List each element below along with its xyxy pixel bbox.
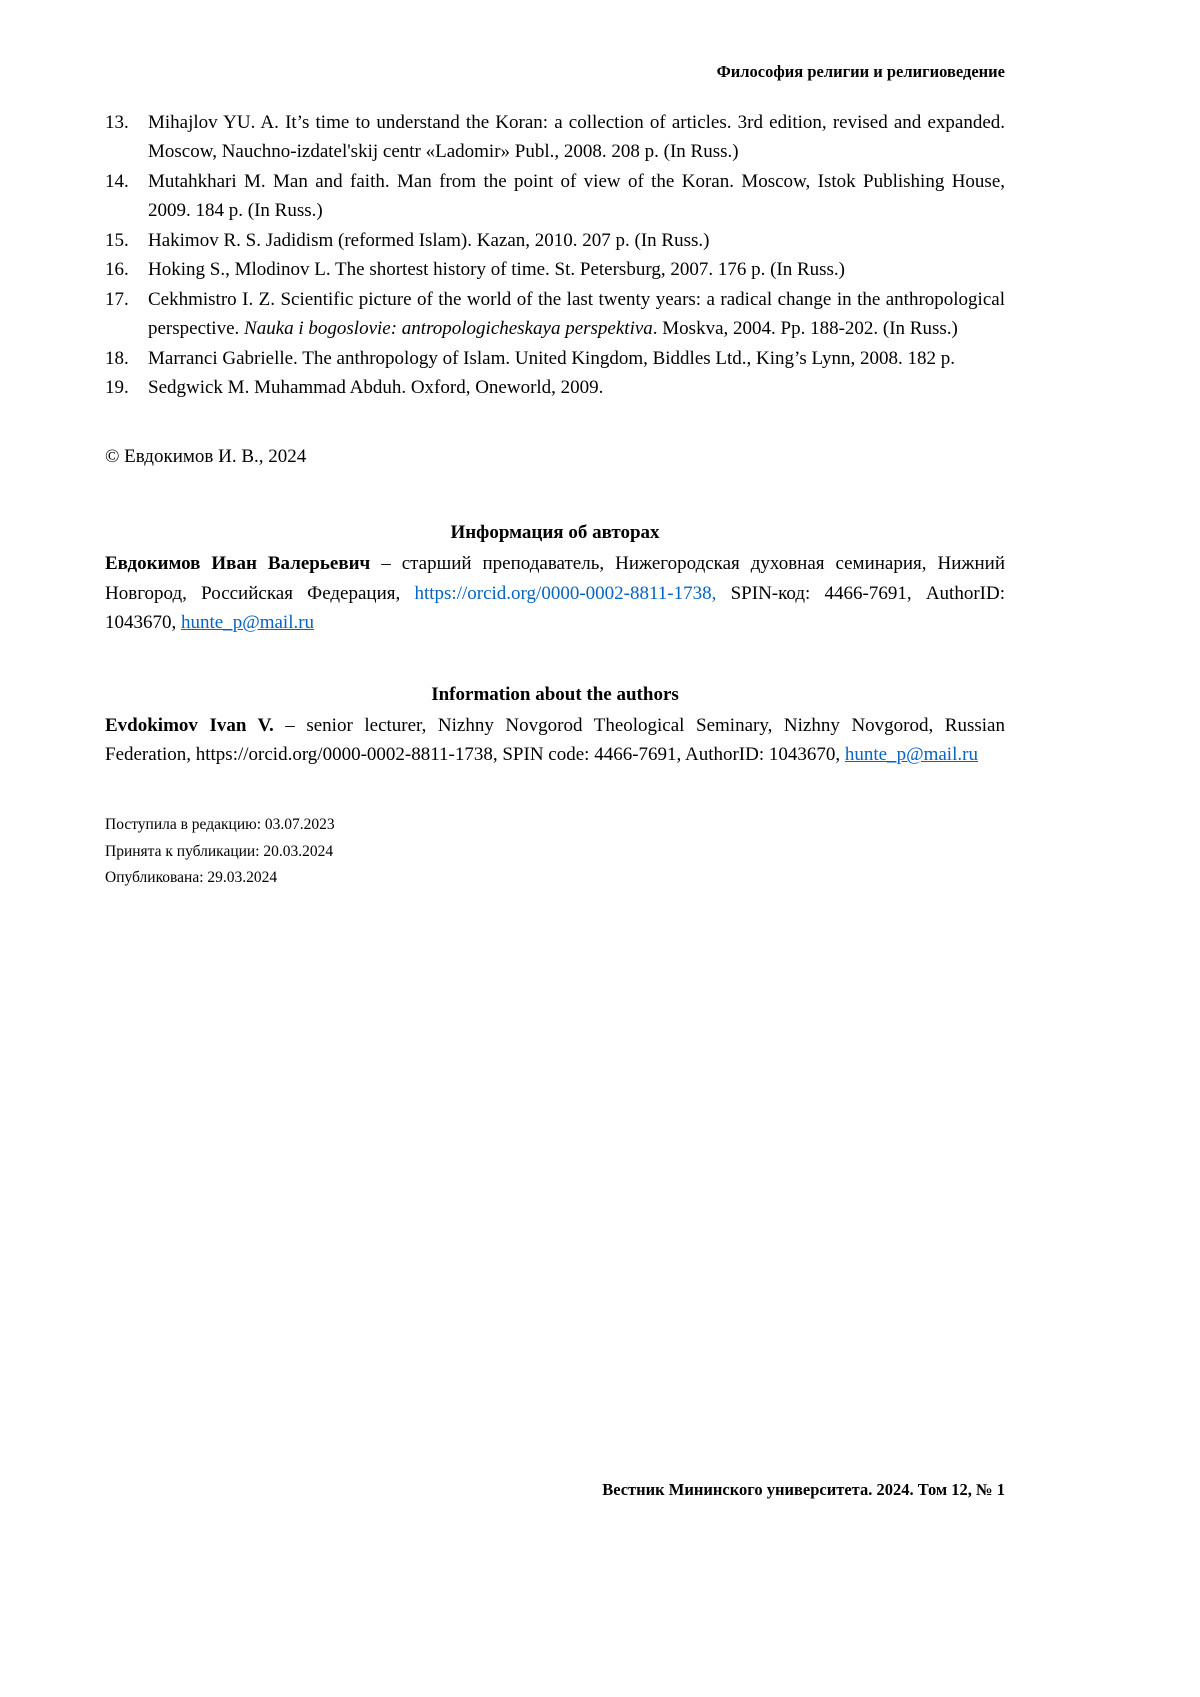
reference-item: [105, 344, 1005, 373]
reference-number: 19.: [105, 376, 129, 398]
author-name-en: Evdokimov Ivan V.: [105, 715, 274, 736]
reference-item: [105, 255, 1005, 284]
author-name-ru: Евдокимов Иван Валерьевич: [105, 553, 371, 575]
reference-number: 17.: [105, 288, 129, 310]
reference-text: Cekhmistro I. Z. Scientific picture of the world of the last twenty years: a radical change in the anthropological perspective.: [148, 288, 1005, 340]
reference-item: [105, 373, 1005, 402]
reference-number: 18.: [105, 347, 129, 369]
author-ru-text: SPIN-код: 4466-7691, AuthorID: 1043670,: [105, 582, 1005, 634]
authors-ru-paragraph: [105, 549, 1005, 637]
reference-item: [105, 108, 1005, 167]
reference-text: Mutahkhari M. Man and faith. Man from the point of view of the Koran. Moscow, Istok Publishing House, 2009. 184 p. (In Russ.): [148, 170, 1005, 222]
author-ru-text: – старший преподаватель, Нижегородская духовная семинария, Нижний Новгород, Российская Федерация,: [105, 553, 1005, 604]
reference-text: . Moskva, 2004. Pp. 188-202. (In Russ.): [652, 318, 958, 340]
authors-ru-heading: Информация об авторах: [450, 521, 660, 543]
orcid-link[interactable]: https://orcid.org/0000-0002-8811-1738,: [414, 582, 717, 604]
email-link[interactable]: hunte_p@mail.ru: [844, 744, 978, 766]
reference-italic-title: Nauka i bogoslovie: antropologicheskaya perspektiva: [244, 318, 653, 340]
reference-item: [105, 285, 1005, 344]
article-dates: [105, 812, 1005, 892]
reference-number: 16.: [105, 259, 129, 281]
date-accepted: Принята к публикации: 20.03.2024: [105, 842, 334, 860]
journal-section-header: Философия религии и религиоведение: [716, 62, 1005, 81]
date-published: Опубликована: 29.03.2024: [105, 869, 278, 887]
reference-list: [105, 108, 1005, 402]
reference-item: [105, 226, 1005, 255]
copyright-line: © Евдокимов И. В., 2024: [105, 446, 307, 468]
email-link[interactable]: hunte_p@mail.ru: [181, 612, 315, 634]
authors-en-heading: Information about the authors: [431, 683, 679, 705]
reference-number: 15.: [105, 229, 129, 251]
reference-text: Mihajlov YU. A. It’s time to understand the Koran: a collection of articles. 3rd edition, revised and expanded. Moscow, Nauchno-izdatel'skij centr «Ladomir» Publ., 2008. 208 p. (In Russ.): [148, 112, 1005, 163]
reference-text: Hoking S., Mlodinov L. The shortest history of time. St. Petersburg, 2007. 176 p. (In Russ.): [148, 259, 846, 281]
authors-en-paragraph: [105, 711, 1005, 770]
date-received: Поступила в редакцию: 03.07.2023: [105, 815, 335, 833]
author-en-text: – senior lecturer, Nizhny Novgorod Theological Seminary, Nizhny Novgorod, Russian Federation, https://orcid.org/0000-0002-8811-1738, SPIN code: 4466-7691, AuthorID: 1043670,: [105, 715, 1005, 766]
reference-item: [105, 167, 1005, 226]
reference-text: Hakimov R. S. Jadidism (reformed Islam). Kazan, 2010. 207 p. (In Russ.): [148, 229, 710, 251]
page-footer: Вестник Мининского университета. 2024. Том 12, № 1: [602, 1480, 1005, 1499]
reference-text: Sedgwick M. Muhammad Abduh. Oxford, Oneworld, 2009.: [148, 376, 604, 398]
reference-number: 13.: [105, 112, 129, 133]
reference-text: Marranci Gabrielle. The anthropology of Islam. United Kingdom, Biddles Ltd., King’s Lynn, 2008. 182 p.: [148, 347, 956, 369]
reference-number: 14.: [105, 170, 129, 192]
